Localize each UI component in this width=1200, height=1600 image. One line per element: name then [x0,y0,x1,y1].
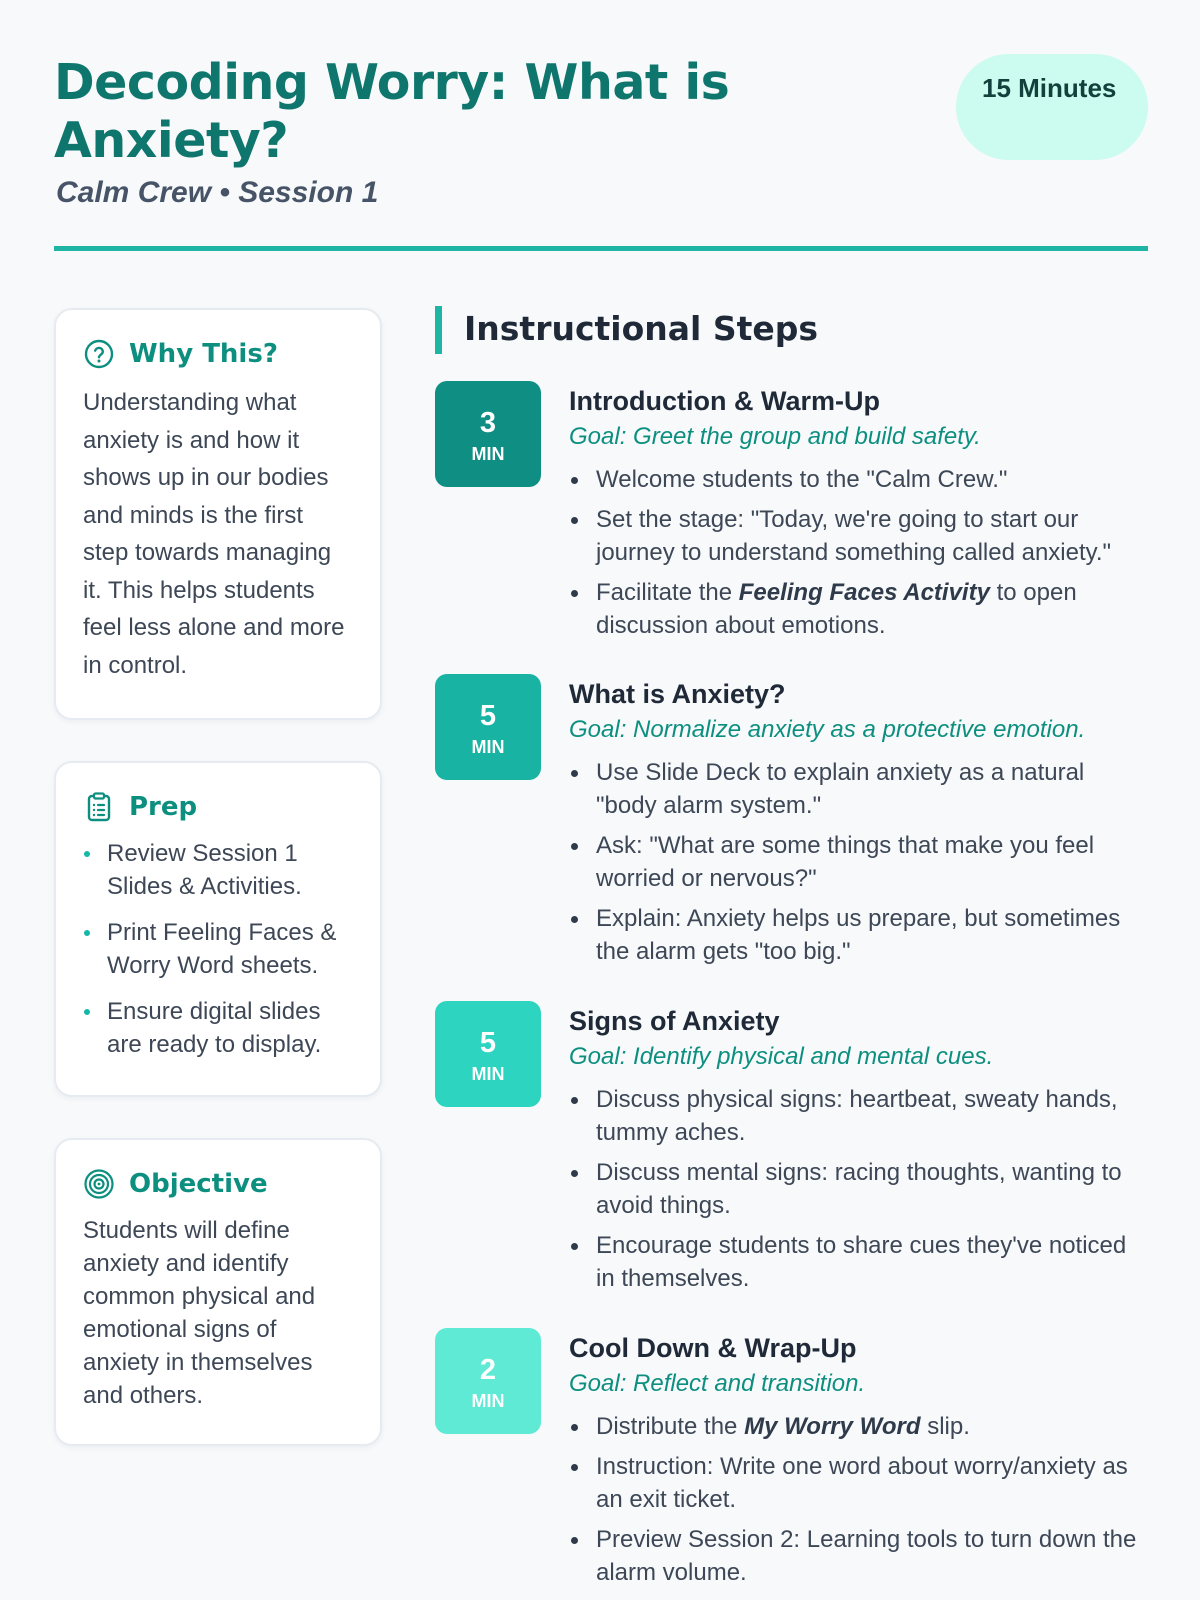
step-minutes: 5 [479,1027,497,1059]
step-bullet: Discuss mental signs: racing thoughts, wanting to avoid things. [569,1156,1149,1222]
prep-item: Print Feeling Faces & Worry Word sheets. [83,916,354,982]
page-title: Decoding Worry: What is Anxiety? [54,54,730,169]
step-bullet [569,1410,1149,1443]
step-time-box [435,1001,541,1107]
step-body [569,383,1149,649]
objective-title: Objective [129,1169,268,1199]
why-this-header [83,336,354,372]
step-minutes: 3 [479,407,497,439]
step-title: Introduction & Warm-Up [569,386,880,416]
prep-card [54,761,382,1097]
step-bullets [569,756,1149,968]
step-time-box [435,381,541,487]
step-bullet: Discuss physical signs: heartbeat, sweaty hands, tummy aches. [569,1083,1149,1149]
step-title: Signs of Anxiety [569,1006,780,1036]
step-time-box [435,674,541,780]
step-bullets [569,463,1149,642]
objective-header [83,1166,354,1202]
step-body [569,676,1149,975]
step-body [569,1003,1149,1302]
target-icon [83,1168,115,1200]
step-bullet: Instruction: Write one word about worry/anxiety as an exit ticket. [569,1450,1149,1516]
step-minutes-unit: MIN [471,737,505,757]
page-subtitle: Calm Crew • Session 1 [56,176,379,209]
step-bullet: Encourage students to share cues they've noticed in themselves. [569,1229,1149,1295]
objective-card [54,1138,382,1446]
step-title: Cool Down & Wrap-Up [569,1333,857,1363]
step-goal: Goal: Reflect and transition. [569,1370,866,1397]
step-bullets [569,1410,1149,1589]
step-bullet: Set the stage: "Today, we're going to start our journey to understand something called anxiety." [569,503,1149,569]
step-bullet [569,576,1149,642]
step-bullet: Use Slide Deck to explain anxiety as a natural "body alarm system." [569,756,1149,822]
step-bullet: Welcome students to the "Calm Crew." [569,463,1149,496]
instructional-steps-section [435,306,1148,1586]
step-minutes: 2 [479,1354,497,1386]
bullet-text: Facilitate the [596,579,739,606]
why-this-title: Why This? [129,339,278,369]
prep-item: Review Session 1 Slides & Activities. [83,837,354,903]
step-goal: Goal: Identify physical and mental cues. [569,1043,994,1070]
prep-item: Ensure digital slides are ready to display. [83,995,354,1061]
section-title: Instructional Steps [464,309,819,348]
question-circle-icon [83,338,115,370]
step-minutes-unit: MIN [471,1064,505,1084]
step-minutes-unit: MIN [471,444,505,464]
header [54,52,1148,252]
prep-header [83,789,354,825]
step-goal: Goal: Normalize anxiety as a protective emotion. [569,716,1086,743]
header-divider [54,246,1148,251]
step-bullets [569,1083,1149,1295]
step-bullet: Preview Session 2: Learning tools to turn down the alarm volume. [569,1523,1149,1589]
lesson-plan-page [54,0,1148,1600]
step-bullet: Ask: "What are some things that make you feel worried or nervous?" [569,829,1149,895]
step-title: What is Anxiety? [569,679,786,709]
bullet-text: Distribute the [596,1413,745,1440]
step-bullet: Explain: Anxiety helps us prepare, but sometimes the alarm gets "too big." [569,902,1149,968]
why-this-text: Understanding what anxiety is and how it shows up in our bodies and minds is the first step towards managing it. This helps students feel less alone and more in control. [83,389,345,679]
objective-text: Students will define anxiety and identify common physical and emotional signs of anxiety in themselves and others. [83,1217,316,1409]
prep-title: Prep [129,792,198,822]
activity-name: My Worry Word [744,1413,921,1440]
why-this-card [54,308,382,720]
step-minutes-unit: MIN [471,1391,505,1411]
clipboard-icon [83,791,115,823]
step-body [569,1330,1149,1596]
bullet-text: to open discussion about emotions. [596,579,1077,639]
step-time-box [435,1328,541,1434]
activity-name: Feeling Faces Activity [738,579,990,606]
step-minutes: 5 [479,700,497,732]
step-goal: Goal: Greet the group and build safety. [569,423,981,450]
bullet-text: slip. [920,1413,970,1440]
prep-list [83,837,354,1061]
section-header [435,306,1148,354]
duration-badge: 15 Minutes [956,54,1148,160]
